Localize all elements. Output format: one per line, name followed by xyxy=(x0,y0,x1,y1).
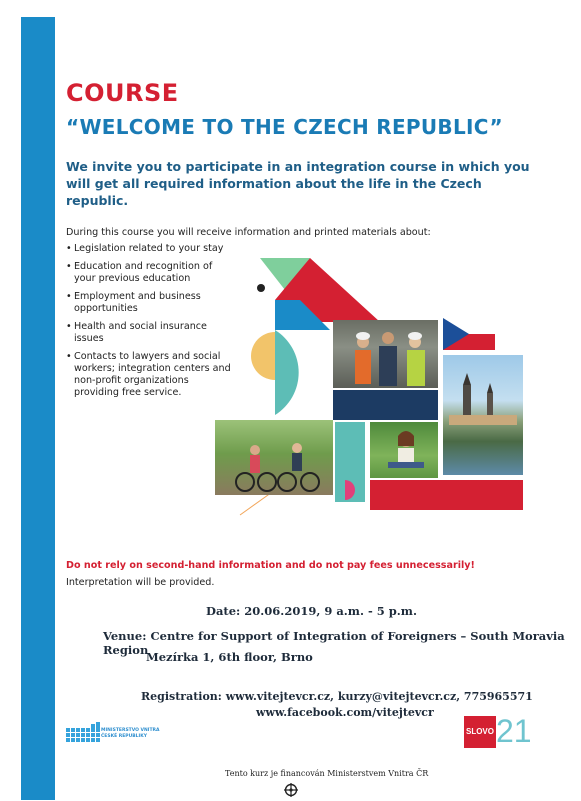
footer-funding-note: Tento kurz je financován Ministerstvem Vnitra ČR xyxy=(225,769,429,778)
list-item: • Education and recognition of your previous education xyxy=(66,261,231,285)
list-item: • Employment and business opportunities xyxy=(66,291,231,315)
event-address: Mezírka 1, 6th floor, Brno xyxy=(146,650,313,664)
course-title: “WELCOME TO THE CZECH REPUBLIC” xyxy=(66,115,503,139)
woman-photo xyxy=(370,422,438,478)
slovo-badge xyxy=(464,716,496,748)
slovo21-logo xyxy=(464,713,532,749)
compass-rose-icon xyxy=(284,782,298,796)
prague-photo xyxy=(443,355,523,475)
event-date: Date: 20.06.2019, 9 a.m. - 5 p.m. xyxy=(206,604,417,618)
collage xyxy=(215,250,525,520)
course-kicker: COURSE xyxy=(66,79,179,107)
slovo-label: SLOVO xyxy=(465,727,494,736)
intro-paragraph: We invite you to participate in an integration course in which you will get all required information about the life in the Czech republic. xyxy=(66,159,530,208)
workers-photo xyxy=(333,320,438,388)
warning-note: Do not rely on second-hand information and do not pay fees unnecessarily! xyxy=(66,560,475,571)
left-accent-bar xyxy=(21,17,55,800)
topics-list xyxy=(66,243,231,405)
list-item: • Legislation related to your stay xyxy=(66,243,231,255)
ministry-wordmark xyxy=(101,728,160,740)
czech-flag xyxy=(443,318,495,350)
ministry-emblem-icon xyxy=(66,722,102,746)
slovo-number: 21 xyxy=(496,713,532,749)
list-item: • Contacts to lawyers and social workers; integration centers and non-profit organizations providing free service. xyxy=(66,351,231,399)
event-venue: Venue: Centre for Support of Integration of Foreigners – South Moravia Region xyxy=(103,629,565,657)
topics-intro: During this course you will receive information and printed materials about: xyxy=(66,227,431,238)
list-item: • Health and social insurance issues xyxy=(66,321,231,345)
ministry-logo xyxy=(66,722,102,746)
facebook-link[interactable]: www.facebook.com/vitejtevcr xyxy=(256,706,434,719)
registration-line: Registration: www.vitejtevcr.cz, kurzy@vitejtevcr.cz, 775965571 xyxy=(141,690,533,703)
ministry-line-1: MINISTERSTVO VNITRA xyxy=(101,728,160,733)
ministry-line-2: ČESKÉ REPUBLIKY xyxy=(101,734,147,739)
interpretation-note: Interpretation will be provided. xyxy=(66,577,215,588)
cyclists-photo xyxy=(215,420,333,495)
